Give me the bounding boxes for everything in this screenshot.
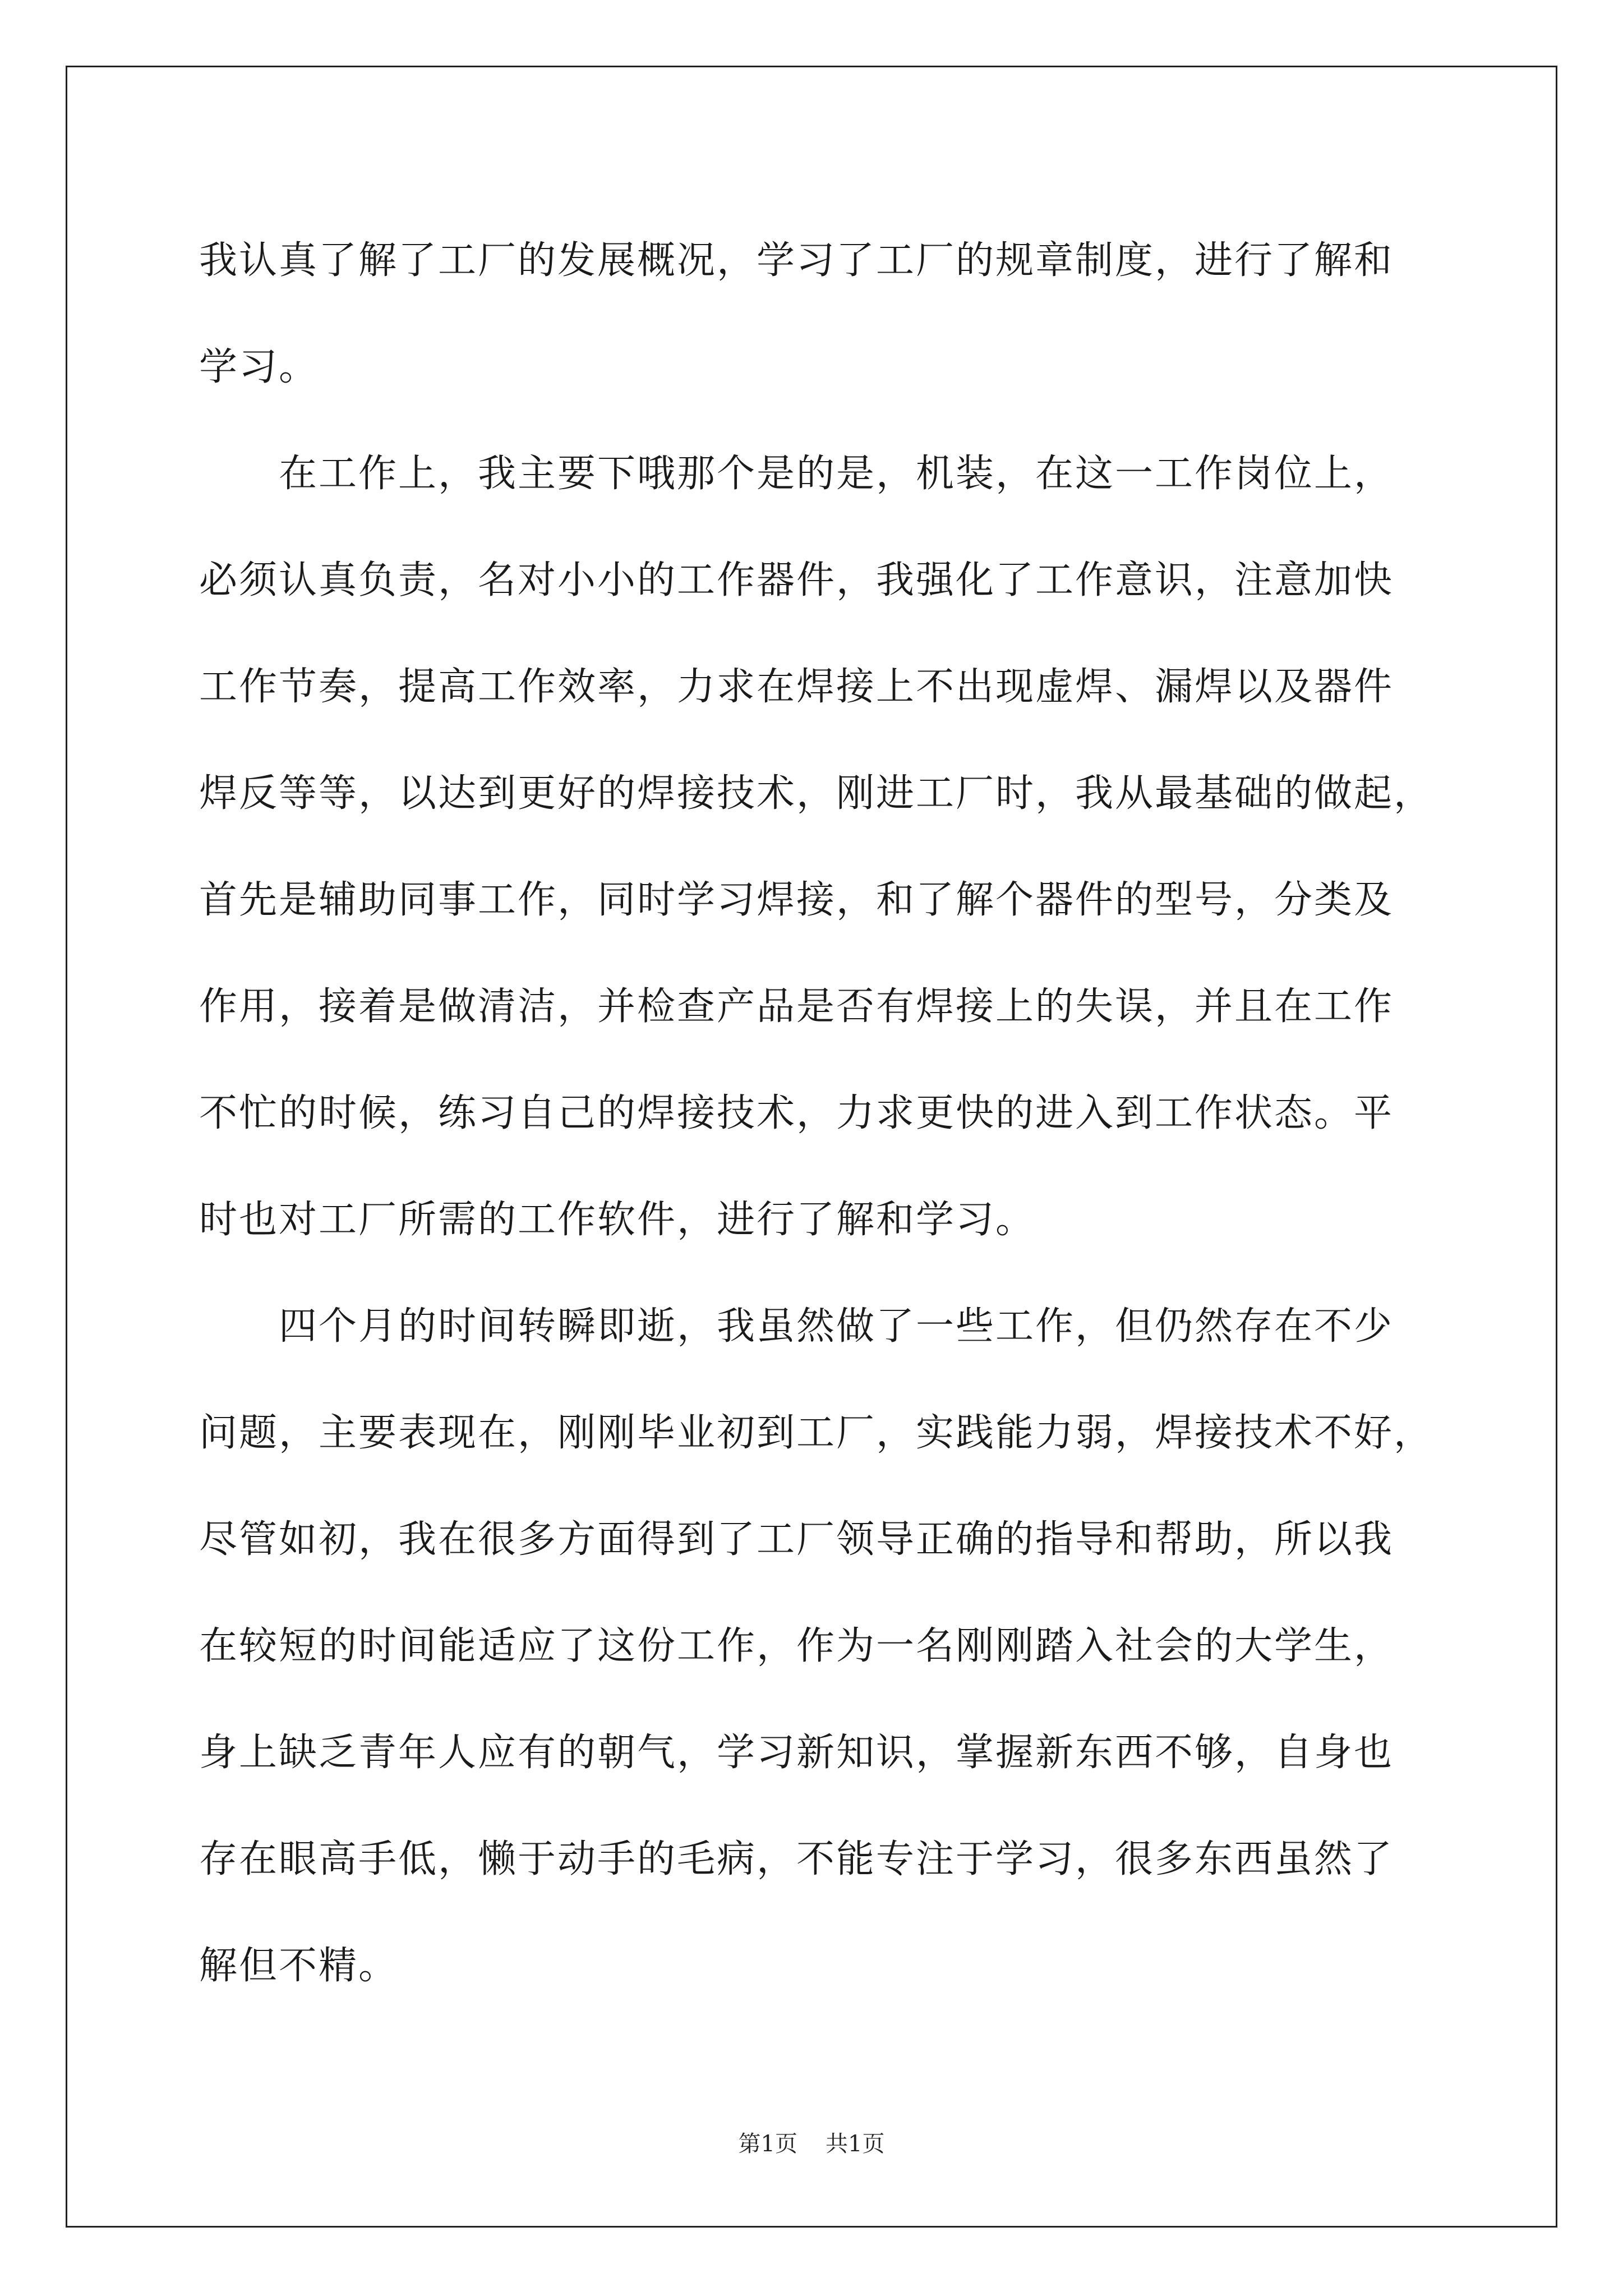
- text-line: 作用，接着是做清洁，并检查产品是否有焊接上的失误，并且在工作: [199, 984, 1394, 1029]
- text-line: 问题，主要表现在，刚刚毕业初到工厂，实践能力弱，焊接技术不好，: [199, 1411, 1434, 1455]
- text-line: 我认真了解了工厂的发展概况，学习了工厂的规章制度，进行了解和: [199, 238, 1394, 283]
- page-number: 第1页: [738, 2131, 797, 2157]
- text-line: 在较短的时间能适应了这份工作，作为一名刚刚踏入社会的大学生，: [199, 1624, 1394, 1668]
- paragraph-start-line: 四个月的时间转瞬即逝，我虽然做了一些工作，但仍然存在不少: [279, 1304, 1394, 1349]
- page-footer: [0, 2126, 1623, 2158]
- text-line: 必须认真负责，名对小小的工作器件，我强化了工作意识，注意加快: [199, 558, 1394, 602]
- text-line: 存在眼高手低，懒于动手的毛病，不能专注于学习，很多东西虽然了: [199, 1837, 1394, 1881]
- paragraph-start-line: 在工作上，我主要下哦那个是的是，机装，在这一工作岗位上，: [279, 452, 1394, 496]
- text-line: 时也对工厂所需的工作软件，进行了解和学习。: [199, 1198, 1036, 1242]
- text-line: 身上缺乏青年人应有的朝气，学习新知识，掌握新东西不够，自身也: [199, 1731, 1394, 1775]
- text-line: 尽管如初，我在很多方面得到了工厂领导正确的指导和帮助，所以我: [199, 1517, 1394, 1562]
- text-line: 学习。: [199, 345, 319, 389]
- document-body: [199, 208, 1450, 2019]
- text-line: 解但不精。: [199, 1944, 399, 1988]
- text-line: 工作节奏，提高工作效率，力求在焊接上不出现虚焊、漏焊以及器件: [199, 665, 1394, 709]
- text-line: 焊反等等，以达到更好的焊接技术，刚进工厂时，我从最基础的做起，: [199, 771, 1434, 816]
- page-total: 共1页: [826, 2131, 885, 2157]
- text-line: 不忙的时候，练习自己的焊接技术，力求更快的进入到工作状态。平: [199, 1091, 1394, 1135]
- text-line: 首先是辅助同事工作，同时学习焊接，和了解个器件的型号，分类及: [199, 878, 1394, 922]
